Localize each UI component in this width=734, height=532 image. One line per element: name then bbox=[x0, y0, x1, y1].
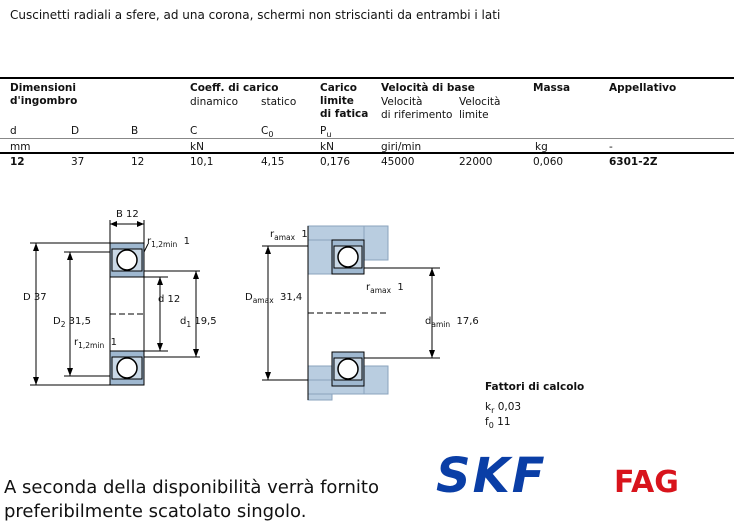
value-massa: 0,060 bbox=[533, 156, 564, 168]
value-C: 10,1 bbox=[190, 156, 214, 168]
header-massa: Massa bbox=[533, 82, 571, 94]
bearing-top-section bbox=[110, 243, 144, 277]
label-D2: $D_2$ 31,5 bbox=[53, 316, 91, 329]
header-vel-rif: Velocità di riferimento bbox=[381, 96, 453, 121]
label-da: $d_{amin}$ 17,6 bbox=[425, 316, 479, 329]
unit-dash: - bbox=[609, 141, 613, 153]
value-B: 12 bbox=[131, 156, 145, 168]
unit-mm: mm bbox=[10, 141, 31, 153]
unit-giri: giri/min bbox=[381, 141, 422, 153]
value-Pu: 0,176 bbox=[320, 156, 351, 168]
unit-kn-pu: kN bbox=[320, 141, 334, 153]
fag-logo: FAG bbox=[614, 465, 679, 498]
availability-note: A seconda della disponibilità verrà fornito preferibilmente scatolato singolo. bbox=[4, 477, 380, 522]
value-d: 12 bbox=[10, 156, 25, 168]
label-d1: $d_1$ 19,5 bbox=[180, 316, 217, 329]
symbol-B: B bbox=[131, 125, 139, 137]
header-statico: statico bbox=[261, 96, 297, 108]
symbol-C0: $C_0$ bbox=[261, 125, 274, 140]
symbol-D: D bbox=[71, 125, 80, 137]
page-title: Cuscinetti radiali a sfere, ad una corona, schermi non striscianti da entrambi i lati bbox=[10, 8, 501, 22]
label-ra-mid: $r_{amax}$ 1 bbox=[366, 282, 404, 295]
table-header-rule bbox=[0, 138, 734, 139]
symbol-Pu: $P_u$ bbox=[320, 125, 332, 140]
mounting-drawing bbox=[240, 220, 460, 405]
value-appellativo: 6301-2Z bbox=[609, 156, 658, 168]
symbol-C: C bbox=[190, 125, 198, 137]
unit-kn-c: kN bbox=[190, 141, 204, 153]
label-r1: $r_{1,2min}$ 1 bbox=[147, 236, 190, 249]
label-Da: $D_{amax}$ 31,4 bbox=[245, 292, 303, 305]
label-D: D 37 bbox=[23, 292, 47, 303]
skf-logo: SKF bbox=[436, 452, 547, 498]
symbol-d: d bbox=[10, 125, 17, 137]
mount-bearing-top bbox=[332, 240, 364, 274]
header-appellativo: Appellativo bbox=[609, 82, 677, 94]
header-velocita: Velocità di base bbox=[381, 82, 475, 94]
value-vel-rif: 45000 bbox=[381, 156, 415, 168]
label-B: B 12 bbox=[116, 209, 139, 220]
label-d: d 12 bbox=[158, 294, 181, 305]
factor-kr: $k_r$ 0,03 bbox=[485, 401, 522, 416]
header-dimensioni: Dimensioni d'ingombro bbox=[10, 82, 78, 107]
table-top-rule bbox=[0, 77, 734, 79]
label-ra-top: $r_{amax}$ 1 bbox=[270, 229, 308, 242]
label-r2: $r_{1,2min}$ 1 bbox=[74, 337, 117, 350]
value-D: 37 bbox=[71, 156, 85, 168]
value-C0: 4,15 bbox=[261, 156, 285, 168]
fattori-title: Fattori di calcolo bbox=[485, 381, 585, 393]
header-vel-lim: Velocità limite bbox=[459, 96, 501, 121]
bearing-bottom-section bbox=[110, 351, 144, 385]
header-carico: Carico limite di fatica bbox=[320, 82, 369, 120]
header-dinamico: dinamico bbox=[190, 96, 239, 108]
factor-f0: $f_0$ 11 bbox=[485, 416, 511, 431]
mount-bearing-bottom bbox=[332, 352, 364, 386]
table-unit-rule bbox=[0, 152, 734, 154]
unit-kg: kg bbox=[535, 141, 548, 153]
header-coeff: Coeff. di carico bbox=[190, 82, 279, 94]
value-vel-lim: 22000 bbox=[459, 156, 493, 168]
logos bbox=[436, 452, 706, 498]
